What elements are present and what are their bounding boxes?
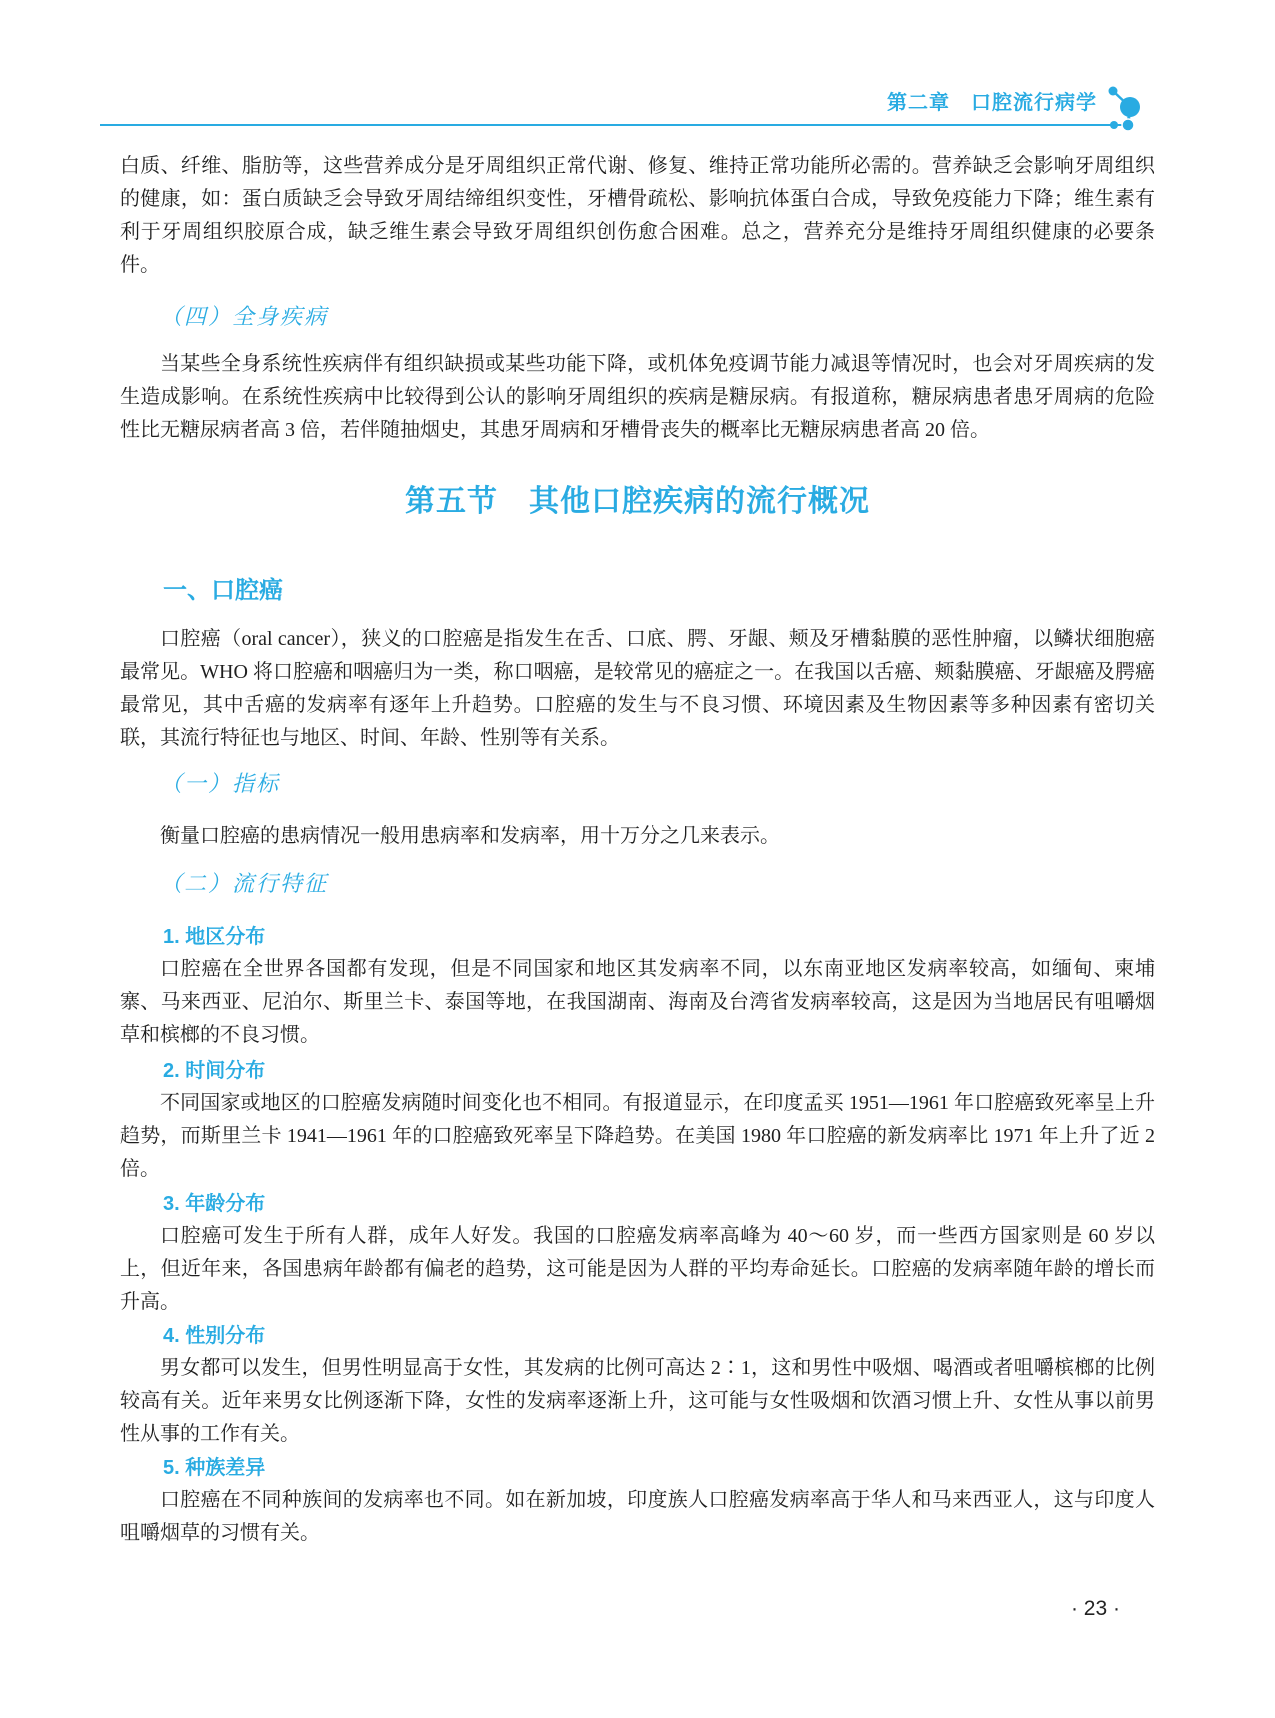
subsection-text-time: 不同国家或地区的口腔癌发病随时间变化也不相同。有报道显示，在印度孟买 1951—1961 年口腔癌致死率呈上升趋势，而斯里兰卡 1941—1961 年的口腔癌致死率呈下降趋势。在美国 1980 年口腔癌的新发病率比 1971 年上升了近 2 倍。 [120,1092,1155,1180]
subsection-title-time: 2. 时间分布 [163,1060,266,1082]
heading-epidemic-features: （二）流行特征 [160,872,329,897]
running-head: 第二章 口腔流行病学 [887,92,1097,114]
subsection-text-gender: 男女都可以发生，但男性明显高于女性，其发病的比例可高达 2∶1，这和男性中吸烟、喝酒或者咀嚼槟榔的比例较高有关。近年来男女比例逐渐下降，女性的发病率逐渐上升，这可能与女性吸烟和饮酒习惯上升、女性从事以前男性从事的工作有关。 [120,1357,1155,1445]
page-number: · 23 · [1070,1597,1120,1620]
subsection-title-age: 3. 年龄分布 [163,1193,266,1215]
subsection-title-region: 1. 地区分布 [163,926,266,948]
subsection-text-ethnicity: 口腔癌在不同种族间的发病率也不同。如在新加坡，印度族人口腔癌发病率高于华人和马来西亚人，这与印度人咀嚼烟草的习惯有关。 [120,1489,1155,1544]
page-content [120,0,1155,1550]
subsection-title-ethnicity: 5. 种族差异 [163,1457,266,1479]
heading-indicators: （一）指标 [160,772,281,797]
paragraph-nutrition: 白质、纤维、脂肪等，这些营养成分是牙周组织正常代谢、修复、维持正常功能所必需的。营养缺乏会影响牙周组织的健康，如：蛋白质缺乏会导致牙周结缔组织变性，牙槽骨疏松、影响抗体蛋白合成，导致免疫能力下降；维生素有利于牙周组织胶原合成，缺乏维生素会导致牙周组织创伤愈合困难。总之，营养充分是维持牙周组织健康的必要条件。 [120,155,1155,276]
section-title: 第五节 其他口腔疾病的流行概况 [405,485,870,518]
heading-oral-cancer: 一、口腔癌 [163,577,283,604]
subsection-text-region: 口腔癌在全世界各国都有发现，但是不同国家和地区其发病率不同，以东南亚地区发病率较高，如缅甸、柬埔寨、马来西亚、尼泊尔、斯里兰卡、泰国等地，在我国湖南、海南及台湾省发病率较高，这是因为当地居民有咀嚼烟草和槟榔的不良习惯。 [120,958,1155,1046]
subsection-text-age: 口腔癌可发生于所有人群，成年人好发。我国的口腔癌发病率高峰为 40～60 岁，而一些西方国家则是 60 岁以上，但近年来，各国患病年龄都有偏老的趋势，这可能是因为人群的平均寿命延长。口腔癌的发病率随年龄的增长而升高。 [120,1225,1155,1313]
heading-systemic-disease: （四）全身疾病 [160,305,329,330]
paragraph-oral-cancer: 口腔癌（oral cancer），狭义的口腔癌是指发生在舌、口底、腭、牙龈、颊及牙槽黏膜的恶性肿瘤，以鳞状细胞癌最常见。WHO 将口腔癌和咽癌归为一类，称口咽癌，是较常见的癌症之一。在我国以舌癌、颊黏膜癌、牙龈癌及腭癌最常见，其中舌癌的发病率有逐年上升趋势。口腔癌的发生与不良习惯、环境因素及生物因素等多种因素有密切关联，其流行特征也与地区、时间、年龄、性别等有关系。 [120,628,1155,749]
paragraph-indicators: 衡量口腔癌的患病情况一般用患病率和发病率，用十万分之几来表示。 [160,825,780,847]
paragraph-systemic-disease: 当某些全身系统性疾病伴有组织缺损或某些功能下降，或机体免疫调节能力减退等情况时，也会对牙周疾病的发生造成影响。在系统性疾病中比较得到公认的影响牙周组织的疾病是糖尿病。有报道称，糖尿病患者患牙周病的危险性比无糖尿病者高 3 倍，若伴随抽烟史，其患牙周病和牙槽骨丧失的概率比无糖尿病患者高 20 倍。 [120,353,1155,441]
subsection-title-gender: 4. 性别分布 [163,1325,266,1347]
